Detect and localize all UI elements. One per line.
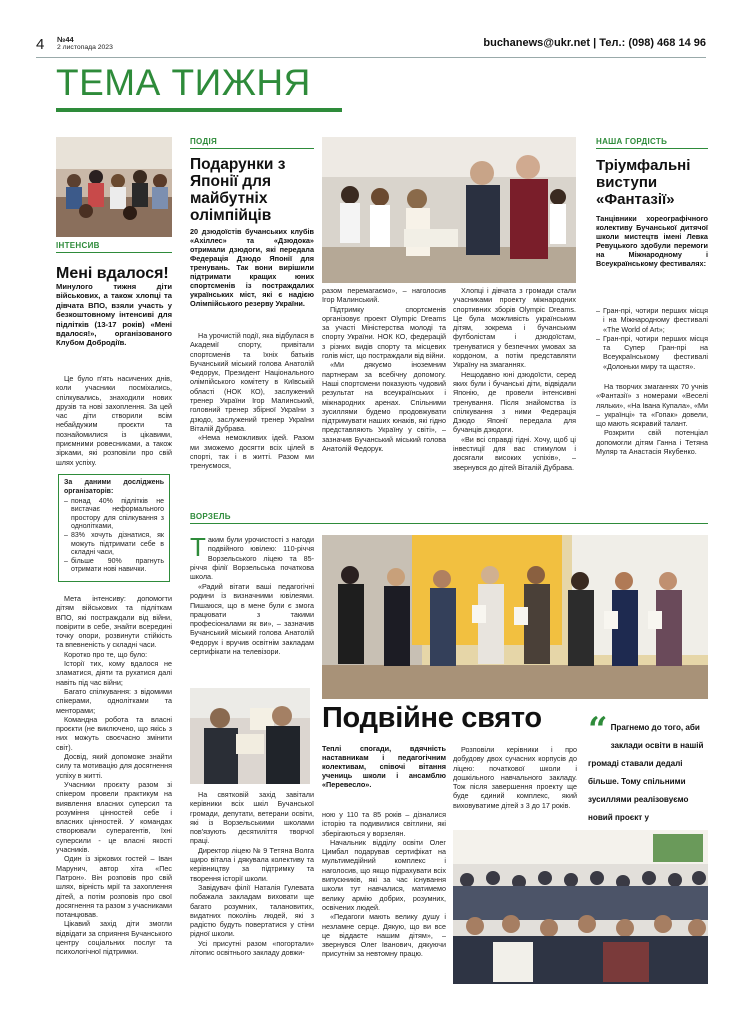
podiya-headline: Подарунки з Японії для майбутніх олімпійців <box>190 156 286 224</box>
podiya-lead: 20 дзюдоїстів бучанських клубів «Ахіллес» та «Дзюдока» отримали дзюдоги, які передала Федерація Дзюдо Японії для тренувань. Так вони вирішили підтримати кращих юних спортсменів із постраждалих українських міст, які є надією Олімпійського резерву України. <box>190 227 314 308</box>
podiya-col1: На урочистій події, яка відбулася в Академії спорту, привітали спортсменів та їхніх батьків Бучанський міський голова Анатолій Федорук, Президент Національного олімпійського комітету в Київській області (НОК КО), заслужений тренер України Ігор Малинський, головний тренер збірної України з дзюдо, заслужений тренер України Віталій Дубрава. «Нема неможливих ідей. Разом ми зможемо досягти всіх цілей в спорті, так і в житті. Разом ми тренуємося, <box>190 331 314 471</box>
section-title: ТЕМА ТИЖНЯ <box>56 62 311 103</box>
page-header <box>36 34 706 56</box>
vorzel-col1: «Радий вітати ваші педагогічні родини із визначними ювілеями. Пишаюся, що в мене були є змога працювати з такими професіоналами як ви», – зазначив Бучанський міський голова Анатолій Федорук і вручив освітнім закладам сертифікати на телевізори. <box>190 582 314 657</box>
vorzel-col-a: На святковій захід завітали керівники всіх шкіл Бучанської громади, депутати, ветерани освіти, які із Ворзельськими школами пов'язують десятиліття творчої праці. Директор ліцею № 9 Тетяна Волга щиро вітала і дякувала колективу та керівництву за підтримку та творення історії школи. Завідувач філії Наталія Гулевата побажала закладам виховати ще багато розумних, талановитих, видатних поколінь людей, які з радістю будуть повертатися у стіни рідної школи. Усі присутні разом «погортали» літопис освітнього закладу довжи- <box>190 790 314 958</box>
vorzel-col-b: ною у 110 та 85 років – дізналися історію та подивилися світлини, які зберігаються у ворзелян. Начальник відділу освіти Олег Цимбал подарував сертифікат на мультимедійний комплекс і наголосив, що якщо підрахувати всіх випускників, які за час існування школи тут навчалися, матимемо велику армію добрих, розумних, освічених людей. «Педагоги мають велику душу і незламне серце. Дякую, що ви все це віддаєте нашим дітям», – звернувся Олег Іванович, дякуючи присутнім за невтомну працю. <box>322 810 446 959</box>
vorzel-label-rule <box>190 523 708 524</box>
vorzel-intro: Т аким були урочистості з нагоди подвійного ювілею: 110-річчя Ворзельського ліцею та 85-річчя філії Ворзельська початкова школа. <box>190 532 314 582</box>
vorzel-photo-small <box>190 688 310 784</box>
issue-date: 2 листопада 2023 <box>57 44 113 51</box>
stat-item: – понад 40% підлітків не вистачає неформального простору для спілкування з однолітками, <box>64 498 164 532</box>
vorzel-col-c: Розповіли керівники і про добудову двох сучасних корпусів до ліцею: початкової школи і дошкільного навчального закладу. Тож після завершення проекту ще буде єдиний комплекс, який виховуватиме дітей з 3 до 17 років. <box>453 745 577 810</box>
vorzel-quote: “ Прагнемо до того, аби заклади освіти в нашій громаді ставали дедалі більше. Тому спільними зусиллями реалізовуємо новий проєкт у <box>588 710 704 822</box>
gordist-item: – Гран-прі, чотири перших місця та Супер Гран-прі на Всеукраїнському фестивалі «Долоньки миру та щастя». <box>596 334 708 371</box>
podiya-label-rule <box>190 148 314 149</box>
intensiv-label: ІНТЕНСИВ <box>56 241 100 250</box>
contacts: buchanews@ukr.net | Тел.: (098) 468 14 96 <box>483 37 706 49</box>
vorzel-headline: Подвійне свято <box>322 702 542 734</box>
header-rule <box>36 57 706 58</box>
gordist-lead: Танцівники хореографічного колективу Бучанської дитячої школи мистецтв імені Левка Ревуцького здобули перемоги на Міжнародному і Всеукраїнському фестивалях: <box>596 214 708 268</box>
gordist-headline: Тріумфальні виступи «Фантазії» <box>596 157 691 208</box>
quote-mark-icon: “ <box>588 710 608 750</box>
gordist-item: – Гран-прі, чотири перших місця і на Міжнародному фестивалі «The World of Art»; <box>596 306 708 334</box>
intensiv-stats-box <box>58 474 170 582</box>
stat-item: – більше 90% прагнуть отримати нові навички. <box>64 558 164 575</box>
podiya-col3: Хлопці і дівчата з громади стали учасниками проекту міжнародних спортивних зборів Olympic Dreams. Це була можливість українським дітям, зокрема і бучанським футболістам і дзюдоїстам, тренуватися у безпечних умовах за кордоном, а потім представляти Україну на змаганнях. Нещодавно юні дзюдоїсти, серед яких були і бучанські діти, відвідали Японію, де провели інтенсивні тренування. Після знайомства із спілкування з ними Федерація Дзюдо Японії передала для бучанців дзюдоги. «Ви всі справді гідні. Хочу, щоб ці інвестиції для вас стимулом і досягали високих успіхів», – звернувся до дітей Віталій Дубрава. <box>453 286 576 472</box>
vorzel-photo-audience <box>453 830 708 984</box>
vorzel-lead: Теплі спогади, вдячність наставникам і педагогічним колективам, співочі вітання учениць школи і ансамблю «Перевесло». <box>322 744 446 789</box>
page-number: 4 <box>36 36 45 53</box>
podiya-photo <box>322 137 576 283</box>
gordist-items <box>596 306 708 371</box>
stat-item: – 83% хочуть дізнатися, як можуть підтримати себе в складні часи, <box>64 532 164 558</box>
intensiv-lead: Минулого тижня діти військових, а також хлопці та дівчата ВПО, взяли участь у безкоштовному інтенсиві для підлітків (13-17 років) «Мені вдалося!», організованого Клубом Добродіїв. <box>56 282 172 348</box>
intensiv-body: Це було п'ять насичених днів, коли учасники посміхались, спілкувались, знаходили нових друзів та нові захоплення. За цей час діти створили всім небайдужим проєкти та познайомилися із цікавими, приємними ровесниками, а також зірками, які розповіли про свій шлях успіху. <box>56 374 172 467</box>
stats-list <box>64 498 164 575</box>
intensiv-headline: Мені вдалося! <box>56 265 169 282</box>
gordist-label-rule <box>596 148 708 149</box>
intensiv-photo <box>56 137 172 237</box>
vorzel-photo-main <box>322 535 708 699</box>
gordist-body: На творчих змаганнях 70 учнів «Фантазії» з номерами «Веселі ляльки», «На Івана Купала», «Ми – українці» та «Гопак» довели, що мають яскравий талант. Розкрити свій потенціал допомогли дітям Ганна і Тетяна Муляр та Анастасія Якубенко. <box>596 382 708 457</box>
stats-title: За даними досліджень організаторів: <box>64 479 164 495</box>
gordist-label: НАША ГОРДІСТЬ <box>596 137 668 146</box>
vorzel-label: ВОРЗЕЛЬ <box>190 512 231 521</box>
vorzel-dropcap: Т <box>190 532 206 562</box>
podiya-label: ПОДІЯ <box>190 137 218 146</box>
podiya-col2: разом перемагаємо», – наголосив Ігор Малинський. Підтримку спортсменів організовує проект Olympic Dreams за участі Міністерства молоді та спорту України. НОК КО, федерацій з різних видів спорту та місцевих голів міст, що постраждали від війни. «Ми дякуємо іноземним партнерам за всебічну допомогу. Наші спортсмени показують чудовий результат на всеукраїнських і міжнародних аренах. Спільними зусиллями будемо продовжувати підтримувати наших юнаків, які гідно представляють Україну у світі», – зазначив Бучанський міський голова Анатолій Федорук. <box>322 286 446 454</box>
intensiv-label-rule <box>56 252 172 253</box>
intensiv-body-2: Мета інтенсиву: допомогти дітям військових та підліткам ВПО, які постраждали від війни, повірити в себе, знайти всередині точку опори, розвинути стійкість та впевненість у складні часи. Коротко про те, що було: Історії тих, кому вдалося не зламатися, діяти та рухатися далі навіть під час війни; Багато спілкування: з відомими спікерами, однолітками та менторами; Командна робота та власні проєкти (не виключено, що якісь з них можуть своєчасно змінити світ). Досвід, який допоможе знайти силу та мотивацію для досягнення успіху в житті. Учасники проєкту разом зі спікером провели практикум на виявлення власних суперсил та розуміння цінностей себе і власних цінностей. У командах створювали суперагентів, їхні суперсили - це власні якості учасників. Один із зіркових гостей – Іван Марунич, автор хіта «Пес Патрон». Він розповів про свій шлях, вірність мрії та захоплення дітей, а потім розповів про свої досягнення та разом з учасниками потанцював. Цікавий захід діти змогли відвідати за сприяння Бучанського центру соціальних послуг та психологічної підтримки. <box>56 594 172 957</box>
section-title-rule <box>56 108 342 112</box>
issue-number: №44 <box>57 35 74 44</box>
